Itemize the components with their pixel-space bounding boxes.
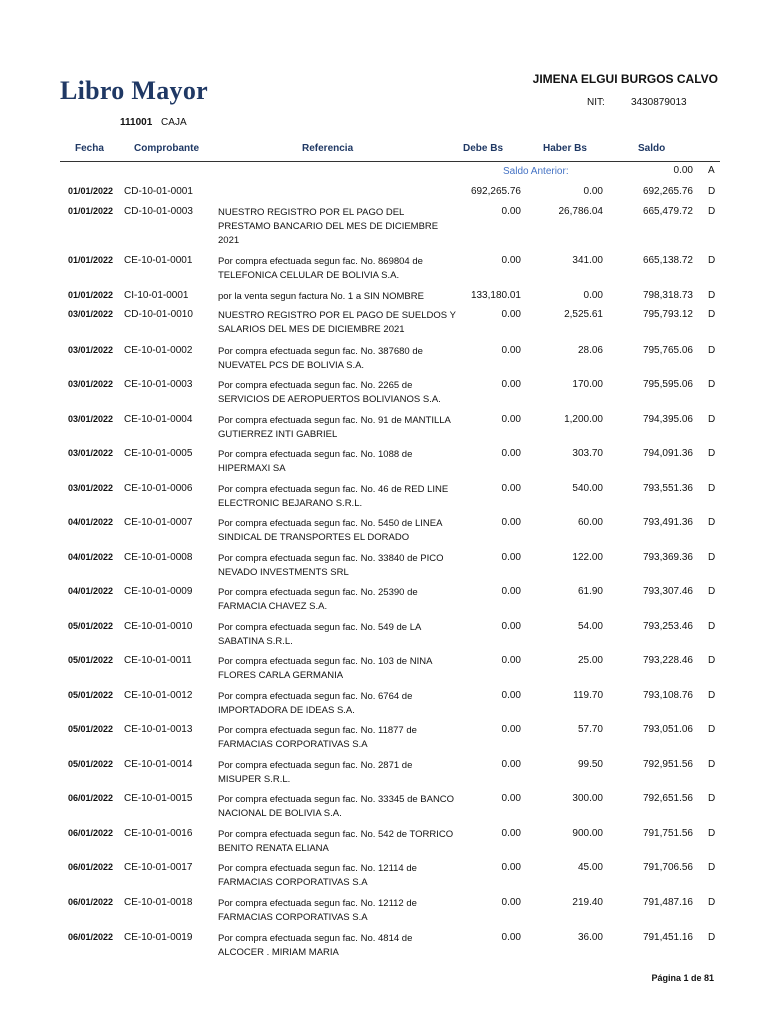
row-saldo: 791,487.16 [642,897,693,908]
row-comprobante: CE-10-01-0014 [124,759,193,770]
row-flag: D [708,621,716,632]
row-debe: 0.00 [501,724,521,735]
row-saldo: 795,595.06 [642,379,693,390]
row-referencia: Por compra efectuada segun fac. No. 12114 de FARMACIAS CORPORATIVAS S.A [218,863,417,888]
row-date: 05/01/2022 [68,621,114,631]
row-comprobante: CE-10-01-0011 [124,655,192,666]
row-haber: 45.00 [577,862,603,873]
row-referencia: Por compra efectuada segun fac. No. 869804 de TELEFONICA CELULAR DE BOLIVIA S.A. [218,256,423,281]
row-saldo: 791,706.56 [642,862,693,873]
row-saldo: 793,551.36 [642,483,693,494]
row-flag: D [708,206,716,217]
saldo-anterior-label: Saldo Anterior: [503,166,569,177]
row-saldo: 792,951.56 [642,759,693,770]
row-saldo: 795,765.06 [642,345,693,356]
row-haber: 219.40 [572,897,603,908]
row-debe: 0.00 [501,517,521,528]
row-comprobante: CE-10-01-0018 [124,897,193,908]
account-code: 111001 [120,117,153,128]
column-header-referencia: Referencia [302,143,354,154]
row-debe: 0.00 [501,932,521,943]
row-debe: 0.00 [501,414,521,425]
row-flag: D [708,586,716,597]
row-debe: 0.00 [501,793,521,804]
row-date: 03/01/2022 [68,345,114,355]
row-debe: 0.00 [501,586,521,597]
row-date: 01/01/2022 [68,255,114,265]
row-haber: 303.70 [572,448,603,459]
row-referencia: Por compra efectuada segun fac. No. 46 de RED LINE ELECTRONIC BEJARANO S.R.L. [218,484,449,509]
row-haber: 341.00 [572,255,603,266]
row-saldo: 795,793.12 [642,309,693,320]
row-debe: 0.00 [501,255,521,266]
row-referencia: Por compra efectuada segun fac. No. 1088 de HIPERMAXI SA [218,449,413,474]
row-haber: 25.00 [577,655,603,666]
row-haber: 54.00 [577,621,603,632]
row-referencia: Por compra efectuada segun fac. No. 387680 de NUEVATEL PCS DE BOLIVIA S.A. [218,346,423,371]
row-flag: D [708,448,716,459]
row-saldo: 793,307.46 [642,586,693,597]
row-debe: 0.00 [501,552,521,563]
row-comprobante: CE-10-01-0013 [124,724,193,735]
row-referencia: Por compra efectuada segun fac. No. 6764 de IMPORTADORA DE IDEAS S.A. [218,691,413,716]
row-haber: 28.06 [577,345,603,356]
row-debe: 0.00 [501,206,521,217]
row-saldo: 793,108.76 [642,690,693,701]
row-flag: D [708,552,716,563]
row-comprobante: CE-10-01-0012 [124,690,193,701]
row-saldo: 793,369.36 [642,552,693,563]
row-date: 06/01/2022 [68,862,114,872]
row-haber: 36.00 [577,932,603,943]
row-comprobante: CE-10-01-0004 [124,414,193,425]
row-haber: 1,200.00 [564,414,603,425]
row-haber: 99.50 [577,759,603,770]
row-comprobante: CI-10-01-0001 [124,290,189,301]
column-header-saldo: Saldo [638,143,666,154]
saldo-anterior-flag: A [708,165,715,176]
row-flag: D [708,828,716,839]
row-referencia: Por compra efectuada segun fac. No. 2871 de MISUPER S.R.L. [218,760,413,785]
row-date: 03/01/2022 [68,414,114,424]
row-flag: D [708,414,716,425]
row-saldo: 793,051.06 [642,724,693,735]
row-comprobante: CE-10-01-0006 [124,483,193,494]
row-date: 03/01/2022 [68,309,114,319]
row-debe: 0.00 [501,345,521,356]
row-referencia: Por compra efectuada segun fac. No. 33345 de BANCO NACIONAL DE BOLIVIA S.A. [218,794,455,819]
page-title: Libro Mayor [60,76,208,105]
row-saldo: 791,451.16 [642,932,693,943]
row-haber: 0.00 [583,290,603,301]
row-haber: 26,786.04 [558,206,603,217]
row-saldo: 793,253.46 [642,621,693,632]
row-comprobante: CE-10-01-0019 [124,932,193,943]
row-comprobante: CE-10-01-0015 [124,793,193,804]
row-referencia: NUESTRO REGISTRO POR EL PAGO DEL PRESTAMO BANCARIO DEL MES DE DICIEMBRE 2021 [218,207,439,246]
row-debe: 0.00 [501,655,521,666]
page-number: Página 1 de 81 [651,973,714,983]
row-date: 05/01/2022 [68,724,114,734]
row-referencia: Por compra efectuada segun fac. No. 4814 de ALCOCER . MIRIAM MARIA [218,933,413,958]
row-haber: 0.00 [583,186,603,197]
row-flag: D [708,309,716,320]
row-date: 06/01/2022 [68,897,114,907]
row-comprobante: CD-10-01-0010 [124,309,193,320]
row-referencia: Por compra efectuada segun fac. No. 12112 de FARMACIAS CORPORATIVAS S.A [218,898,417,923]
row-date: 01/01/2022 [68,186,114,196]
row-debe: 0.00 [501,759,521,770]
row-flag: D [708,724,716,735]
row-saldo: 665,138.72 [642,255,693,266]
row-date: 04/01/2022 [68,517,114,527]
row-flag: D [708,186,716,197]
row-comprobante: CE-10-01-0009 [124,586,193,597]
row-haber: 170.00 [572,379,603,390]
row-date: 01/01/2022 [68,206,114,216]
row-saldo: 794,395.06 [642,414,693,425]
row-debe: 0.00 [501,379,521,390]
row-flag: D [708,862,716,873]
row-referencia: NUESTRO REGISTRO POR EL PAGO DE SUELDOS Y SALARIOS DEL MES DE DICIEMBRE 2021 [218,310,456,335]
row-debe: 133,180.01 [470,290,521,301]
row-saldo: 798,318.73 [642,290,693,301]
row-referencia: Por compra efectuada segun fac. No. 5450 de LINEA SINDICAL DE TRANSPORTES EL DORADO [218,518,442,543]
account-info [120,117,187,128]
nit-value: 3430879013 [631,97,687,108]
row-comprobante: CE-10-01-0008 [124,552,193,563]
row-flag: D [708,932,716,943]
row-flag: D [708,517,716,528]
row-referencia: Por compra efectuada segun fac. No. 103 de NINA FLORES CARLA GERMANIA [218,656,432,681]
row-comprobante: CE-10-01-0003 [124,379,193,390]
row-saldo: 692,265.76 [642,186,693,197]
row-saldo: 665,479.72 [642,206,693,217]
row-date: 06/01/2022 [68,828,114,838]
row-debe: 0.00 [501,690,521,701]
row-comprobante: CE-10-01-0001 [124,255,193,266]
column-header-fecha: Fecha [75,143,104,154]
row-flag: D [708,483,716,494]
row-date: 05/01/2022 [68,759,114,769]
row-comprobante: CD-10-01-0003 [124,206,193,217]
row-debe: 0.00 [501,621,521,632]
row-flag: D [708,793,716,804]
row-debe: 0.00 [501,828,521,839]
owner-name: JIMENA ELGUI BURGOS CALVO [532,72,718,86]
row-flag: D [708,290,716,301]
row-flag: D [708,655,716,666]
row-comprobante: CD-10-01-0001 [124,186,193,197]
row-date: 03/01/2022 [68,379,114,389]
row-referencia: Por compra efectuada segun fac. No. 91 de MANTILLA GUTIERREZ INTI GABRIEL [218,415,451,440]
row-comprobante: CE-10-01-0007 [124,517,193,528]
row-haber: 300.00 [572,793,603,804]
row-date: 06/01/2022 [68,793,114,803]
column-header-comprobante: Comprobante [134,143,199,154]
row-saldo: 791,751.56 [642,828,693,839]
row-debe: 692,265.76 [470,186,521,197]
row-referencia: Por compra efectuada segun fac. No. 542 de TORRICO BENITO RENATA ELIANA [218,829,454,854]
row-debe: 0.00 [501,862,521,873]
row-date: 04/01/2022 [68,586,114,596]
saldo-anterior-value: 0.00 [673,165,693,176]
row-date: 01/01/2022 [68,290,114,300]
row-debe: 0.00 [501,309,521,320]
row-flag: D [708,345,716,356]
row-flag: D [708,690,716,701]
row-haber: 900.00 [572,828,603,839]
row-date: 03/01/2022 [68,448,114,458]
nit-label: NIT: [587,97,605,108]
row-haber: 122.00 [572,552,603,563]
row-debe: 0.00 [501,448,521,459]
row-saldo: 792,651.56 [642,793,693,804]
row-flag: D [708,379,716,390]
column-header-haber: Haber Bs [543,143,587,154]
row-comprobante: CE-10-01-0017 [124,862,193,873]
row-date: 06/01/2022 [68,932,114,942]
row-date: 05/01/2022 [68,690,114,700]
row-saldo: 793,228.46 [642,655,693,666]
row-flag: D [708,255,716,266]
row-haber: 60.00 [577,517,603,528]
row-comprobante: CE-10-01-0016 [124,828,193,839]
row-haber: 57.70 [577,724,603,735]
row-haber: 119.70 [573,690,603,701]
row-haber: 61.90 [577,586,603,597]
row-comprobante: CE-10-01-0010 [124,621,193,632]
row-referencia: por la venta segun factura No. 1 a SIN NOMBRE [218,291,424,302]
row-haber: 2,525.61 [564,309,603,320]
row-comprobante: CE-10-01-0005 [124,448,193,459]
row-haber: 540.00 [572,483,603,494]
row-flag: D [708,759,716,770]
row-date: 05/01/2022 [68,655,114,665]
row-referencia: Por compra efectuada segun fac. No. 11877 de FARMACIAS CORPORATIVAS S.A [218,725,417,750]
row-referencia: Por compra efectuada segun fac. No. 2265 de SERVICIOS DE AEROPUERTOS BOLIVIANOS S.A. [218,380,441,405]
header-divider [60,161,720,162]
row-referencia: Por compra efectuada segun fac. No. 549 de LA SABATINA S.R.L. [218,622,421,647]
row-debe: 0.00 [501,483,521,494]
row-date: 03/01/2022 [68,483,114,493]
row-comprobante: CE-10-01-0002 [124,345,193,356]
account-name: CAJA [161,117,187,128]
column-header-debe: Debe Bs [463,143,504,154]
row-referencia: Por compra efectuada segun fac. No. 25390 de FARMACIA CHAVEZ S.A. [218,587,418,612]
row-date: 04/01/2022 [68,552,114,562]
row-flag: D [708,897,716,908]
row-saldo: 794,091.36 [642,448,693,459]
row-debe: 0.00 [501,897,521,908]
row-saldo: 793,491.36 [642,517,693,528]
row-referencia: Por compra efectuada segun fac. No. 33840 de PICO NEVADO INVESTMENTS SRL [218,553,444,578]
